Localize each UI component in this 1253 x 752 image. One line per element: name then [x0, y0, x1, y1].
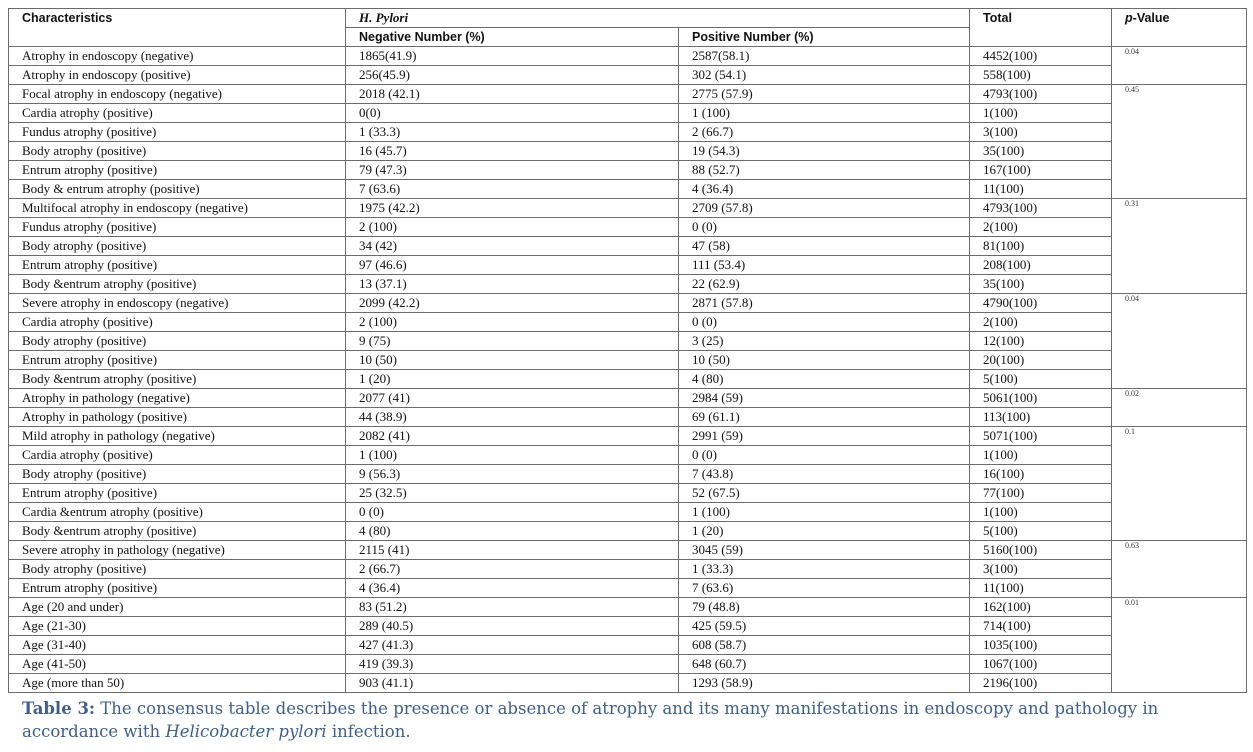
cell-characteristic: Body atrophy (positive): [9, 465, 346, 484]
cell-negative: 44 (38.9): [346, 408, 679, 427]
cell-positive: 4 (36.4): [679, 180, 970, 199]
cell-total: 4452(100): [970, 47, 1112, 66]
cell-pvalue: 0.1: [1112, 427, 1247, 541]
cell-positive: 2984 (59): [679, 389, 970, 408]
table-row: [9, 218, 1247, 237]
cell-positive: 1 (100): [679, 503, 970, 522]
cell-characteristic: Atrophy in pathology (positive): [9, 408, 346, 427]
cell-negative: 0 (0): [346, 503, 679, 522]
cell-characteristic: Body & entrum atrophy (positive): [9, 180, 346, 199]
table-row: [9, 446, 1247, 465]
header-pvalue-suffix: -Value: [1132, 11, 1170, 25]
cell-characteristic: Cardia atrophy (positive): [9, 313, 346, 332]
cell-characteristic: Age (20 and under): [9, 598, 346, 617]
cell-negative: 1975 (42.2): [346, 199, 679, 218]
cell-characteristic: Focal atrophy in endoscopy (negative): [9, 85, 346, 104]
cell-total: 1(100): [970, 503, 1112, 522]
cell-positive: 1293 (58.9): [679, 674, 970, 693]
cell-total: 714(100): [970, 617, 1112, 636]
cell-negative: 419 (39.3): [346, 655, 679, 674]
cell-positive: 302 (54.1): [679, 66, 970, 85]
header-hpylori: H. Pylori: [346, 9, 970, 28]
cell-characteristic: Body atrophy (positive): [9, 332, 346, 351]
cell-positive: 19 (54.3): [679, 142, 970, 161]
cell-pvalue: 0.45: [1112, 85, 1247, 199]
caption-text-2: infection.: [326, 722, 411, 741]
table-row: [9, 598, 1247, 617]
cell-negative: 0(0): [346, 104, 679, 123]
cell-characteristic: Age (31-40): [9, 636, 346, 655]
cell-pvalue: 0.04: [1112, 47, 1247, 85]
cell-characteristic: Atrophy in endoscopy (positive): [9, 66, 346, 85]
cell-negative: 2018 (42.1): [346, 85, 679, 104]
cell-positive: 1 (33.3): [679, 560, 970, 579]
cell-total: 208(100): [970, 256, 1112, 275]
cell-characteristic: Entrum atrophy (positive): [9, 351, 346, 370]
table-row: [9, 313, 1247, 332]
cell-total: 4793(100): [970, 199, 1112, 218]
cell-negative: 256(45.9): [346, 66, 679, 85]
cell-total: 1035(100): [970, 636, 1112, 655]
header-pvalue-p: p: [1125, 11, 1133, 25]
table-row: [9, 275, 1247, 294]
cell-positive: 22 (62.9): [679, 275, 970, 294]
header-row-top: [9, 9, 1247, 28]
table-row: [9, 427, 1247, 446]
cell-characteristic: Atrophy in pathology (negative): [9, 389, 346, 408]
cell-positive: 648 (60.7): [679, 655, 970, 674]
table-row: [9, 161, 1247, 180]
cell-characteristic: Cardia &entrum atrophy (positive): [9, 503, 346, 522]
cell-positive: 10 (50): [679, 351, 970, 370]
cell-positive: 69 (61.1): [679, 408, 970, 427]
cell-characteristic: Cardia atrophy (positive): [9, 104, 346, 123]
cell-total: 5160(100): [970, 541, 1112, 560]
cell-characteristic: Cardia atrophy (positive): [9, 446, 346, 465]
cell-positive: 79 (48.8): [679, 598, 970, 617]
table-row: [9, 579, 1247, 598]
cell-negative: 13 (37.1): [346, 275, 679, 294]
table-row: [9, 180, 1247, 199]
table-caption: [22, 697, 1222, 743]
cell-characteristic: Fundus atrophy (positive): [9, 123, 346, 142]
cell-total: 11(100): [970, 180, 1112, 199]
cell-negative: 9 (56.3): [346, 465, 679, 484]
cell-negative: 4 (36.4): [346, 579, 679, 598]
cell-total: 1067(100): [970, 655, 1112, 674]
table-row: [9, 465, 1247, 484]
table-row: [9, 85, 1247, 104]
cell-negative: 10 (50): [346, 351, 679, 370]
cell-negative: 2099 (42.2): [346, 294, 679, 313]
cell-total: 5(100): [970, 370, 1112, 389]
table-row: [9, 370, 1247, 389]
table-row: [9, 522, 1247, 541]
cell-characteristic: Body &entrum atrophy (positive): [9, 522, 346, 541]
cell-negative: 79 (47.3): [346, 161, 679, 180]
table-row: [9, 503, 1247, 522]
table-row: [9, 123, 1247, 142]
cell-negative: 2077 (41): [346, 389, 679, 408]
cell-positive: 2 (66.7): [679, 123, 970, 142]
table-row: [9, 389, 1247, 408]
table-row: [9, 484, 1247, 503]
cell-characteristic: Entrum atrophy (positive): [9, 161, 346, 180]
cell-total: 35(100): [970, 142, 1112, 161]
cell-negative: 1 (100): [346, 446, 679, 465]
cell-pvalue: 0.63: [1112, 541, 1247, 598]
cell-pvalue: 0.01: [1112, 598, 1247, 693]
table-row: [9, 332, 1247, 351]
cell-negative: 34 (42): [346, 237, 679, 256]
cell-total: 5071(100): [970, 427, 1112, 446]
cell-positive: 2775 (57.9): [679, 85, 970, 104]
cell-negative: 25 (32.5): [346, 484, 679, 503]
cell-characteristic: Atrophy in endoscopy (negative): [9, 47, 346, 66]
cell-positive: 0 (0): [679, 446, 970, 465]
cell-characteristic: Body &entrum atrophy (positive): [9, 370, 346, 389]
cell-negative: 4 (80): [346, 522, 679, 541]
cell-total: 4790(100): [970, 294, 1112, 313]
cell-total: 12(100): [970, 332, 1112, 351]
cell-positive: 47 (58): [679, 237, 970, 256]
cell-total: 20(100): [970, 351, 1112, 370]
cell-total: 2(100): [970, 218, 1112, 237]
table-row: [9, 674, 1247, 693]
cell-total: 113(100): [970, 408, 1112, 427]
cell-total: 35(100): [970, 275, 1112, 294]
cell-positive: 52 (67.5): [679, 484, 970, 503]
cell-total: 558(100): [970, 66, 1112, 85]
cell-total: 81(100): [970, 237, 1112, 256]
table-row: [9, 294, 1247, 313]
caption-text-1: The consensus table describes the presence or absence of atrophy and its many manifestations in endoscopy and pathology in accordance with: [22, 699, 1159, 741]
cell-positive: 2991 (59): [679, 427, 970, 446]
cell-characteristic: Fundus atrophy (positive): [9, 218, 346, 237]
header-total: Total: [970, 9, 1112, 47]
cell-characteristic: Entrum atrophy (positive): [9, 484, 346, 503]
cell-characteristic: Body atrophy (positive): [9, 560, 346, 579]
header-pvalue: [1112, 9, 1247, 47]
caption-label: Table 3:: [22, 699, 96, 718]
cell-positive: 2871 (57.8): [679, 294, 970, 313]
cell-total: 4793(100): [970, 85, 1112, 104]
table-row: [9, 47, 1247, 66]
cell-total: 5(100): [970, 522, 1112, 541]
cell-negative: 2115 (41): [346, 541, 679, 560]
cell-pvalue: 0.02: [1112, 389, 1247, 427]
cell-characteristic: Age (21-30): [9, 617, 346, 636]
cell-characteristic: Body atrophy (positive): [9, 237, 346, 256]
cell-characteristic: Body atrophy (positive): [9, 142, 346, 161]
cell-characteristic: Multifocal atrophy in endoscopy (negative): [9, 199, 346, 218]
table-row: [9, 636, 1247, 655]
cell-negative: 427 (41.3): [346, 636, 679, 655]
cell-characteristic: Entrum atrophy (positive): [9, 256, 346, 275]
table-row: [9, 256, 1247, 275]
cell-characteristic: Severe atrophy in pathology (negative): [9, 541, 346, 560]
cell-total: 162(100): [970, 598, 1112, 617]
cell-characteristic: Age (more than 50): [9, 674, 346, 693]
table-row: [9, 199, 1247, 218]
cell-characteristic: Age (41-50): [9, 655, 346, 674]
cell-negative: 97 (46.6): [346, 256, 679, 275]
cell-positive: 88 (52.7): [679, 161, 970, 180]
cell-characteristic: Entrum atrophy (positive): [9, 579, 346, 598]
cell-total: 3(100): [970, 560, 1112, 579]
cell-positive: 425 (59.5): [679, 617, 970, 636]
cell-negative: 16 (45.7): [346, 142, 679, 161]
cell-total: 11(100): [970, 579, 1112, 598]
cell-positive: 3045 (59): [679, 541, 970, 560]
cell-negative: 289 (40.5): [346, 617, 679, 636]
cell-positive: 0 (0): [679, 218, 970, 237]
table-row: [9, 351, 1247, 370]
cell-characteristic: Body &entrum atrophy (positive): [9, 275, 346, 294]
cell-positive: 2587(58.1): [679, 47, 970, 66]
table-row: [9, 617, 1247, 636]
cell-pvalue: 0.04: [1112, 294, 1247, 389]
cell-negative: 2082 (41): [346, 427, 679, 446]
header-negative: Negative Number (%): [346, 28, 679, 47]
table-row: [9, 237, 1247, 256]
cell-positive: 0 (0): [679, 313, 970, 332]
cell-negative: 7 (63.6): [346, 180, 679, 199]
cell-total: 77(100): [970, 484, 1112, 503]
cell-total: 5061(100): [970, 389, 1112, 408]
cell-negative: 2 (66.7): [346, 560, 679, 579]
cell-positive: 111 (53.4): [679, 256, 970, 275]
header-positive: Positive Number (%): [679, 28, 970, 47]
cell-total: 16(100): [970, 465, 1112, 484]
caption-italic: Helicobacter pylori: [165, 722, 327, 741]
header-characteristics: Characteristics: [9, 9, 346, 47]
results-table: [8, 8, 1247, 693]
table-row: [9, 142, 1247, 161]
cell-total: 1(100): [970, 446, 1112, 465]
table-row: [9, 655, 1247, 674]
table-row: [9, 560, 1247, 579]
cell-negative: 2 (100): [346, 218, 679, 237]
cell-characteristic: Severe atrophy in endoscopy (negative): [9, 294, 346, 313]
cell-negative: 83 (51.2): [346, 598, 679, 617]
cell-total: 1(100): [970, 104, 1112, 123]
cell-negative: 1 (33.3): [346, 123, 679, 142]
cell-positive: 1 (100): [679, 104, 970, 123]
cell-positive: 4 (80): [679, 370, 970, 389]
table-row: [9, 66, 1247, 85]
cell-total: 2196(100): [970, 674, 1112, 693]
table-row: [9, 541, 1247, 560]
cell-positive: 3 (25): [679, 332, 970, 351]
cell-pvalue: 0.31: [1112, 199, 1247, 294]
cell-negative: 9 (75): [346, 332, 679, 351]
cell-positive: 2709 (57.8): [679, 199, 970, 218]
cell-total: 3(100): [970, 123, 1112, 142]
cell-positive: 608 (58.7): [679, 636, 970, 655]
cell-negative: 1865(41.9): [346, 47, 679, 66]
cell-negative: 903 (41.1): [346, 674, 679, 693]
cell-characteristic: Mild atrophy in pathology (negative): [9, 427, 346, 446]
cell-negative: 2 (100): [346, 313, 679, 332]
cell-total: 2(100): [970, 313, 1112, 332]
cell-positive: 7 (63.6): [679, 579, 970, 598]
cell-negative: 1 (20): [346, 370, 679, 389]
cell-positive: 1 (20): [679, 522, 970, 541]
table-row: [9, 408, 1247, 427]
cell-total: 167(100): [970, 161, 1112, 180]
table-row: [9, 104, 1247, 123]
cell-positive: 7 (43.8): [679, 465, 970, 484]
